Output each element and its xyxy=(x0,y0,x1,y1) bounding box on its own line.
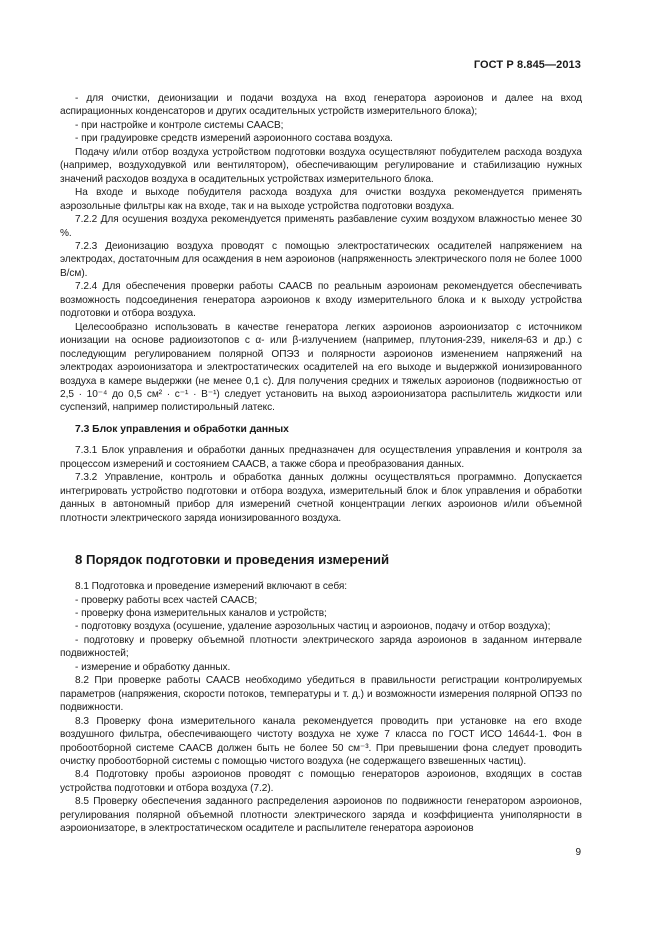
page-number: 9 xyxy=(575,847,581,858)
standard-code-header: ГОСТ Р 8.845—2013 xyxy=(473,59,581,71)
list-item: - подготовку и проверку объемной плотности электрического заряда аэроионов в заданном интервале подвижностей; xyxy=(60,634,582,660)
page-body xyxy=(60,92,582,836)
section-heading: 8 Порядок подготовки и проведения измерений xyxy=(75,552,390,568)
paragraph: 8.5 Проверку обеспечения заданного распределения аэроионов по подвижности генератором аэроионов, регулирования полярной объемной плотности электрического заряда и коэффициента униполярности в аэроионизаторе, в электростатическом осадителе и распылителе генератора аэроионов xyxy=(60,796,582,835)
paragraph: 7.2.4 Для обеспечения проверки работы СААСВ по реальным аэроионам рекомендуется обеспечивать возможность подсоединения генератора аэроионов к входу измерительного блока и к выходу устройства подготовки и отбора воздуха. xyxy=(60,281,582,320)
list-item: - подготовку воздуха (осушение, удаление аэрозольных частиц и аэроионов, подачу и отбор воздуха); xyxy=(75,621,551,633)
list-item: - проверку работы всех частей СААСВ; xyxy=(75,594,258,606)
subsection-heading: 7.3 Блок управления и обработки данных xyxy=(75,423,289,435)
list-item: - измерение и обработку данных. xyxy=(75,661,231,673)
paragraph: Подачу и/или отбор воздуха устройством подготовки воздуха осуществляют побудителем расхода воздуха (например, воздуходувкой или вентилятором), обеспечивающим регулирование и стабилизацию нужных значений расходов воздуха в осадительных устройствах измерительного блока. xyxy=(60,146,582,185)
paragraph: 7.2.3 Деионизацию воздуха проводят с помощью электростатических осадителей напряжением на электродах, достаточным для осаждения в нем аэроионов (напряженность электрического поля не более 1000 В/см). xyxy=(60,240,582,279)
paragraph: Целесообразно использовать в качестве генератора легких аэроионов аэроионизатор с источником ионизации на основе радиоизотопов с α- или β-излучением (например, плутония-239, никеля-63 и др.) с последующим регулированием полярной ОПЭЗ и полярности аэроионов изменением напряжений на электродах аэроионизатора и электростатических осадителей на его выходе и выдержкой ионизированного воздуха в камере выдержки (не менее 0,1 с). Для получения средних и тяжелых аэроионов (подвижностью от 2,5 · 10⁻⁴ до 0,5 см² · с⁻¹ · В⁻¹) следует установить на выход аэроионизатора распылитель жидкости или суспензий, например полистирольный латекс. xyxy=(60,321,582,414)
paragraph: - для очистки, деионизации и подачи воздуха на вход генератора аэроионов и далее на вход аспирационных конденсаторов и других осадительных устройств измерительного блока); xyxy=(60,93,582,118)
paragraph: 7.2.2 Для осушения воздуха рекомендуется применять разбавление сухим воздухом влажностью менее 30 %. xyxy=(60,214,582,239)
paragraph: 7.3.2 Управление, контроль и обработка данных должны осуществляться программно. Допускается интегрировать устройство подготовки и отбора воздуха, измерительный блок и блок управления и обработки данных в автономный прибор для измерений счетной концентрации легких аэроионов и/или объемной плотности электрического заряда ионизированного воздуха. xyxy=(60,472,582,524)
paragraph: 8.3 Проверку фона измерительного канала рекомендуется проводить при установке на его входе воздушного фильтра, обеспечивающего чистоту воздуха не хуже 7 класса по ГОСТ ИСО 14644-1. Фон в пробоотборной системе СААСВ должен быть не более 50 см⁻³. При превышении фона следует проводить очистку пробоотборной системы с помощью чистого воздуха (не содержащего взвешенных частиц). xyxy=(60,715,582,767)
paragraph: 8.1 Подготовка и проведение измерений включают в себя: xyxy=(75,581,347,593)
paragraph: На входе и выходе побудителя расхода воздуха для очистки воздуха рекомендуется применять аэрозольные фильтры как на входе, так и на выходе устройства подготовки воздуха. xyxy=(60,187,582,212)
paragraph: 8.2 При проверке работы СААСВ необходимо убедиться в правильности регистрации контролируемых параметров (напряжения, скорости потоков, температуры и т. д.) и возможности измерения полярной ОПЭЗ по подвижности. xyxy=(60,675,582,714)
paragraph: - при градуировке средств измерений аэроионного состава воздуха. xyxy=(75,133,393,145)
paragraph: - при настройке и контроле системы СААСВ; xyxy=(75,119,284,131)
paragraph: 7.3.1 Блок управления и обработки данных предназначен для осуществления управления и контроля за процессом измерений и состоянием СААСВ, а также сбора и преобразования данных. xyxy=(60,445,582,470)
paragraph: 8.4 Подготовку пробы аэроионов проводят с помощью генераторов аэроионов, входящих в состав устройства подготовки и отбора воздуха (7.2). xyxy=(60,769,582,794)
list-item: - проверку фона измерительных каналов и устройств; xyxy=(75,608,327,619)
